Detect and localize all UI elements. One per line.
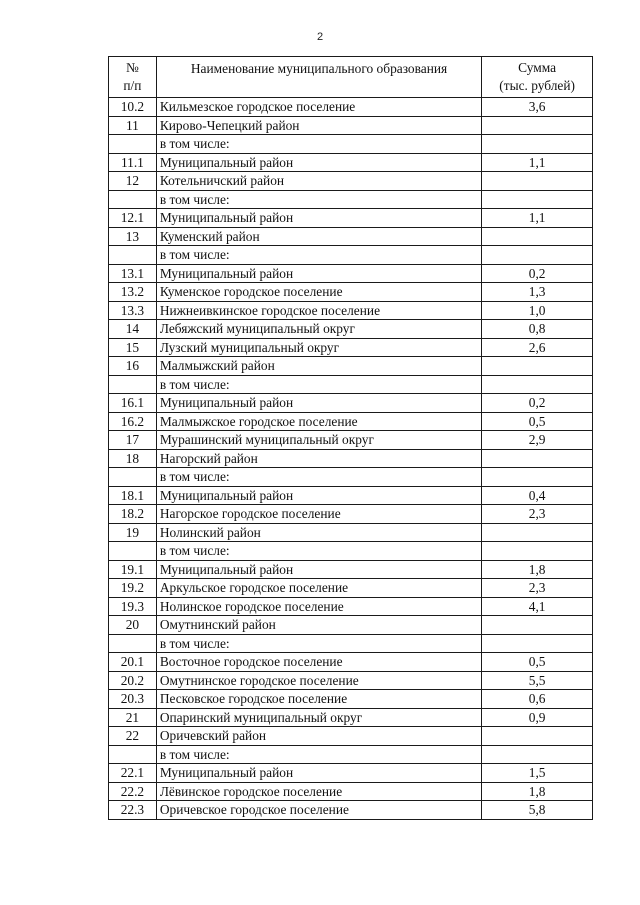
table-row [109, 135, 593, 154]
budget-allocation-table [108, 56, 593, 820]
row-number-cell [109, 135, 157, 154]
row-sum-cell: 0,8 [482, 320, 593, 339]
row-name-cell: Малмыжский район [156, 357, 481, 376]
page-number: 2 [316, 31, 324, 43]
row-name-cell: в том числе: [156, 375, 481, 394]
row-sum-cell: 0,2 [482, 394, 593, 413]
row-name-cell: Кирово-Чепецкий район [156, 116, 481, 135]
row-sum-cell [482, 246, 593, 265]
row-name-cell: в том числе: [156, 190, 481, 209]
table-row [109, 412, 593, 431]
row-name-cell: в том числе: [156, 468, 481, 487]
table-row [109, 190, 593, 209]
table-row [109, 375, 593, 394]
table-row [109, 745, 593, 764]
row-sum-cell: 1,5 [482, 764, 593, 783]
row-number-cell: 12.1 [109, 209, 157, 228]
table-row [109, 801, 593, 820]
row-sum-cell: 1,8 [482, 560, 593, 579]
row-name-cell: Муниципальный район [156, 264, 481, 283]
row-name-cell: Оричевский район [156, 727, 481, 746]
row-name-cell: Лебяжский муниципальный округ [156, 320, 481, 339]
row-number-cell: 12 [109, 172, 157, 191]
row-name-cell: Омутнинское городское поселение [156, 671, 481, 690]
row-sum-cell [482, 542, 593, 561]
table-row [109, 690, 593, 709]
row-sum-cell [482, 135, 593, 154]
row-sum-cell [482, 449, 593, 468]
row-number-cell: 20 [109, 616, 157, 635]
table-row [109, 264, 593, 283]
row-number-cell: 13 [109, 227, 157, 246]
row-name-cell: Котельничский район [156, 172, 481, 191]
row-name-cell: в том числе: [156, 745, 481, 764]
row-sum-cell [482, 727, 593, 746]
table-row [109, 283, 593, 302]
row-number-cell: 13.1 [109, 264, 157, 283]
row-name-cell: Оричевское городское поселение [156, 801, 481, 820]
row-sum-cell: 2,3 [482, 505, 593, 524]
row-sum-cell: 2,9 [482, 431, 593, 450]
row-sum-cell [482, 227, 593, 246]
row-number-cell: 22.2 [109, 782, 157, 801]
row-name-cell: Кильмезское городское поселение [156, 98, 481, 117]
row-name-cell: Муниципальный район [156, 209, 481, 228]
row-number-cell: 19.1 [109, 560, 157, 579]
table-row [109, 782, 593, 801]
row-number-cell [109, 375, 157, 394]
table-row [109, 764, 593, 783]
row-name-cell: Аркульское городское поселение [156, 579, 481, 598]
row-name-cell: в том числе: [156, 246, 481, 265]
row-number-cell: 22.3 [109, 801, 157, 820]
row-number-cell: 15 [109, 338, 157, 357]
row-name-cell: Нолинское городское поселение [156, 597, 481, 616]
row-number-cell: 10.2 [109, 98, 157, 117]
table-row [109, 671, 593, 690]
row-name-cell: в том числе: [156, 542, 481, 561]
row-name-cell: Опаринский муниципальный округ [156, 708, 481, 727]
row-name-cell: Восточное городское поселение [156, 653, 481, 672]
row-sum-cell [482, 375, 593, 394]
row-sum-cell [482, 468, 593, 487]
row-name-cell: Куменский район [156, 227, 481, 246]
table-row [109, 542, 593, 561]
table-row [109, 579, 593, 598]
row-sum-cell: 4,1 [482, 597, 593, 616]
row-name-cell: Нагорский район [156, 449, 481, 468]
row-name-cell: Омутнинский район [156, 616, 481, 635]
table-row [109, 227, 593, 246]
table-row [109, 172, 593, 191]
header-number-symbol: № [126, 60, 139, 75]
row-number-cell: 20.2 [109, 671, 157, 690]
row-sum-cell: 0,9 [482, 708, 593, 727]
table-row [109, 597, 593, 616]
row-name-cell: Муниципальный район [156, 764, 481, 783]
table-row [109, 246, 593, 265]
table-row [109, 727, 593, 746]
table-row [109, 394, 593, 413]
row-sum-cell [482, 116, 593, 135]
row-sum-cell: 1,1 [482, 153, 593, 172]
table-row [109, 301, 593, 320]
row-name-cell: Нолинский район [156, 523, 481, 542]
row-name-cell: Нагорское городское поселение [156, 505, 481, 524]
row-number-cell: 22 [109, 727, 157, 746]
row-number-cell: 22.1 [109, 764, 157, 783]
table-body [109, 98, 593, 820]
row-sum-cell [482, 357, 593, 376]
row-number-cell: 18 [109, 449, 157, 468]
row-sum-cell: 1,1 [482, 209, 593, 228]
row-number-cell: 19.2 [109, 579, 157, 598]
row-number-cell: 18.2 [109, 505, 157, 524]
header-sum [482, 57, 593, 98]
table-row [109, 209, 593, 228]
row-sum-cell [482, 745, 593, 764]
row-sum-cell: 0,4 [482, 486, 593, 505]
row-number-cell: 21 [109, 708, 157, 727]
row-number-cell: 13.2 [109, 283, 157, 302]
table-row [109, 98, 593, 117]
row-name-cell: Песковское городское поселение [156, 690, 481, 709]
row-number-cell: 11.1 [109, 153, 157, 172]
row-number-cell [109, 246, 157, 265]
row-name-cell: Муниципальный район [156, 560, 481, 579]
row-sum-cell: 1,3 [482, 283, 593, 302]
row-name-cell: Муниципальный район [156, 153, 481, 172]
row-number-cell: 18.1 [109, 486, 157, 505]
row-name-cell: Мурашинский муниципальный округ [156, 431, 481, 450]
row-number-cell: 17 [109, 431, 157, 450]
row-number-cell: 20.3 [109, 690, 157, 709]
table-row [109, 708, 593, 727]
row-number-cell: 16 [109, 357, 157, 376]
table-row [109, 523, 593, 542]
table-row [109, 338, 593, 357]
row-number-cell: 19 [109, 523, 157, 542]
header-number [109, 57, 157, 98]
table-row [109, 653, 593, 672]
row-sum-cell: 2,3 [482, 579, 593, 598]
table-row [109, 616, 593, 635]
row-number-cell [109, 468, 157, 487]
header-name [156, 57, 481, 98]
row-number-cell: 16.1 [109, 394, 157, 413]
row-sum-cell: 5,5 [482, 671, 593, 690]
table-row [109, 468, 593, 487]
row-sum-cell: 1,0 [482, 301, 593, 320]
row-sum-cell: 5,8 [482, 801, 593, 820]
row-sum-cell: 0,2 [482, 264, 593, 283]
table-row [109, 116, 593, 135]
row-number-cell [109, 542, 157, 561]
header-sum-label: Сумма [518, 60, 557, 75]
row-sum-cell [482, 634, 593, 653]
row-sum-cell: 3,6 [482, 98, 593, 117]
row-name-cell: в том числе: [156, 135, 481, 154]
row-number-cell: 11 [109, 116, 157, 135]
row-number-cell: 19.3 [109, 597, 157, 616]
header-sum-unit: (тыс. рублей) [499, 78, 575, 93]
row-name-cell: Лузский муниципальный округ [156, 338, 481, 357]
row-sum-cell: 0,6 [482, 690, 593, 709]
row-name-cell: в том числе: [156, 634, 481, 653]
row-sum-cell [482, 616, 593, 635]
row-name-cell: Малмыжское городское поселение [156, 412, 481, 431]
row-number-cell [109, 634, 157, 653]
row-number-cell: 16.2 [109, 412, 157, 431]
table-row [109, 634, 593, 653]
row-number-cell: 20.1 [109, 653, 157, 672]
row-name-cell: Куменское городское поселение [156, 283, 481, 302]
row-number-cell: 14 [109, 320, 157, 339]
header-row [109, 57, 593, 98]
table-row [109, 357, 593, 376]
row-sum-cell: 1,8 [482, 782, 593, 801]
header-name-label: Наименование муниципального образования [190, 61, 448, 76]
row-name-cell: Лёвинское городское поселение [156, 782, 481, 801]
table-row [109, 505, 593, 524]
row-sum-cell: 0,5 [482, 653, 593, 672]
row-sum-cell [482, 172, 593, 191]
table-row [109, 431, 593, 450]
row-number-cell [109, 745, 157, 764]
table-row [109, 320, 593, 339]
table-row [109, 560, 593, 579]
table-row [109, 153, 593, 172]
row-name-cell: Муниципальный район [156, 486, 481, 505]
header-number-abbr: п/п [123, 78, 142, 93]
row-sum-cell: 2,6 [482, 338, 593, 357]
row-number-cell: 13.3 [109, 301, 157, 320]
table-row [109, 449, 593, 468]
row-name-cell: Нижнеивкинское городское поселение [156, 301, 481, 320]
row-name-cell: Муниципальный район [156, 394, 481, 413]
row-number-cell [109, 190, 157, 209]
row-sum-cell: 0,5 [482, 412, 593, 431]
row-sum-cell [482, 523, 593, 542]
row-sum-cell [482, 190, 593, 209]
table-header [109, 57, 593, 98]
table-row [109, 486, 593, 505]
